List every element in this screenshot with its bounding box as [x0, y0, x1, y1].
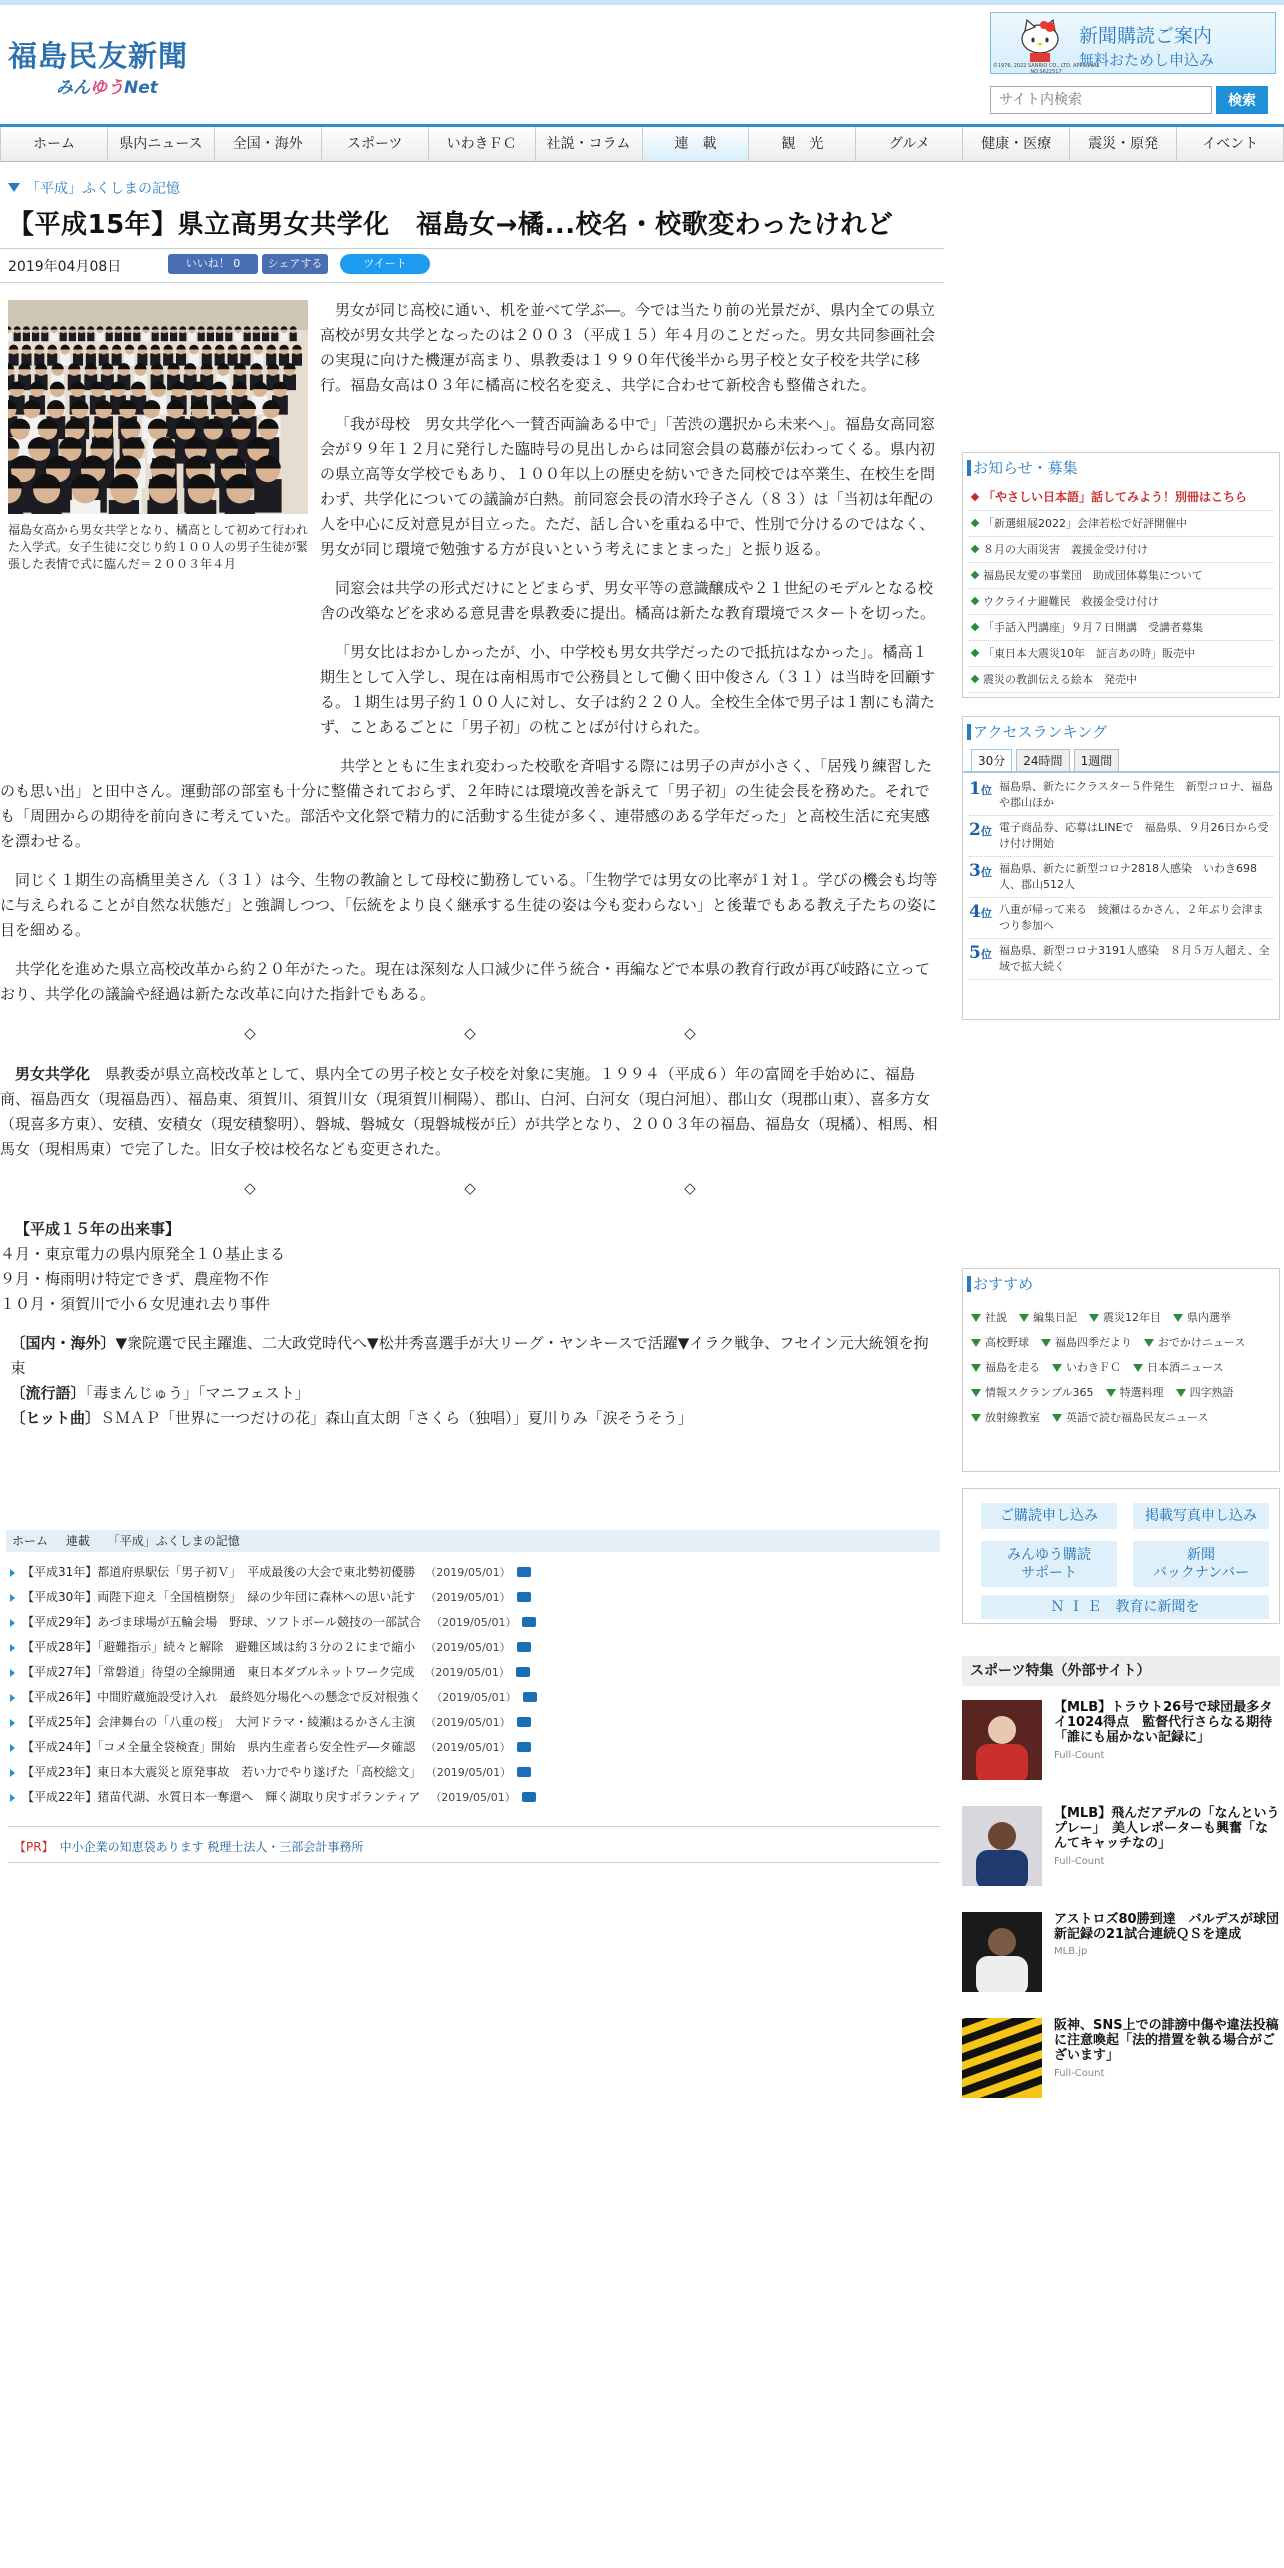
- sports-article[interactable]: [962, 1700, 1280, 1784]
- sports-article-source: Full-Count: [1054, 1856, 1105, 1867]
- rank-number: 5位: [969, 943, 992, 963]
- subscribe-subtitle: 無料おためし申込み: [1079, 51, 1215, 69]
- ranking-title: 福島県、新たに新型コロナ2818人感染 いわき698人、郡山512人: [999, 862, 1257, 891]
- camera-icon: [517, 1742, 531, 1752]
- facebook-like-button[interactable]: いいね！ 0: [168, 254, 258, 274]
- paragraph: 同じく１期生の高橋里美さん（３１）は今、生物の教諭として母校に勤務している。「生物学では男女の比率が１対１。学びの機会も均等に与えられることが自然な状態だ」と強調しつつ、「伝統をより良く継承する生徒の姿は今も変わらない」と後輩でもある教え子たちの姿に目を細める。: [0, 871, 938, 939]
- related-article-item[interactable]: [8, 1685, 938, 1710]
- section-separator: ◇ ◇ ◇: [244, 1179, 696, 1197]
- notice-heading: お知らせ・募集: [963, 453, 1279, 483]
- ranking-tab[interactable]: 1週間: [1074, 749, 1120, 771]
- ranking-heading: アクセスランキング: [963, 717, 1279, 747]
- paragraph: 共学化を進めた県立高校改革から約２０年がたった。現在は深刻な人口減少に伴う統合・再編などで本県の教育行政が再び岐路に立っており、共学化の議論や経過は新たな改革に向けた指針でもある。: [0, 960, 931, 1003]
- nav-item[interactable]: いわきＦＣ: [429, 127, 536, 161]
- related-article-date: （2019/05/01）: [425, 1566, 511, 1579]
- sports-article[interactable]: [962, 1806, 1280, 1890]
- camera-icon: [516, 1667, 530, 1677]
- notice-item[interactable]: 「やさしい日本語」話してみよう！別冊はこちら: [969, 485, 1273, 511]
- sports-article-source: MLB.jp: [1054, 1946, 1088, 1957]
- recommend-tag[interactable]: 社説: [971, 1305, 1007, 1330]
- paragraph: 「我が母校 男女共学化へ一賛否両論ある中で」「苦渋の選択から未来へ」。福島女高同窓会が９９年１２月に発行した臨時号の見出しからは同窓会員の葛藤が伝わってくる。県内初の県立高等女学校でもあり、１００年以上の歴史を紡いできた同校では卒業生、在校生を問わず、共学化についての議論が白熱。前同窓会長の清水玲子さん（８３）は「当初は年配の人を中心に反対意見が目立った。ただ、話し合いを重ねる中で、性別で分けるのではなく、男女が同じ環境で勉強する方が良いという考えにまとまった」と振り返る。: [320, 415, 936, 558]
- related-article-title: 【平成23年】東日本大震災と原発事故 若い力でやり遂げた「高校総文」: [22, 1765, 422, 1779]
- related-articles: [8, 1560, 938, 1810]
- recommend-panel: [962, 1268, 1280, 1472]
- divider: [0, 282, 944, 283]
- event-item: １０月・須賀川で小６女児連れ去り事件: [0, 1295, 271, 1313]
- recommend-tag[interactable]: 県内選挙: [1173, 1305, 1231, 1330]
- related-article-title: 【平成31年】都道府県駅伝「男子初Ｖ」 平成最後の大会で東北勢初優勝: [22, 1565, 416, 1579]
- related-article-item[interactable]: [8, 1585, 938, 1610]
- rank-number: 3位: [969, 861, 992, 881]
- related-article-date: （2019/05/01）: [431, 1691, 517, 1704]
- sports-thumbnail: [962, 1912, 1042, 1992]
- photo-caption: 福島女高から男女共学となり、橘高として初めて行われた入学式。女子生徒に交じり約１００人の男子生徒が緊張した表情で式に臨んだ＝２００３年４月: [8, 523, 309, 571]
- notice-item[interactable]: 震災の教訓伝える絵本 発売中: [969, 667, 1273, 693]
- sports-thumbnail: [962, 1806, 1042, 1886]
- sports-article[interactable]: [962, 2018, 1280, 2102]
- site-logo[interactable]: [8, 34, 218, 98]
- section-separator: ◇ ◇ ◇: [244, 1024, 696, 1042]
- article-date: 2019年04月08日: [8, 259, 122, 275]
- related-article-item[interactable]: [8, 1760, 938, 1785]
- camera-icon: [522, 1617, 536, 1627]
- ranking-title: 八重が帰って来る 綾瀬はるかさん、２年ぶり会津まつり参加へ: [999, 903, 1264, 932]
- divider: [0, 248, 944, 249]
- sports-article[interactable]: [962, 1912, 1280, 1996]
- hit-songs: 〔ヒット曲〕ＳＭＡＰ「世界に一つだけの花」森山直太朗「さくら（独唱）」夏川りみ「涙そうそう」: [10, 1409, 693, 1427]
- recommend-tag[interactable]: 震災12年目: [1089, 1305, 1161, 1330]
- event-item: ９月・梅雨明け特定できず、農産物不作: [0, 1270, 269, 1288]
- recommend-tag[interactable]: 福島を走る: [971, 1355, 1040, 1380]
- hello-kitty-icon: [1017, 17, 1063, 63]
- subscription-banner[interactable]: [990, 12, 1276, 74]
- nav-item[interactable]: ホーム: [0, 127, 108, 161]
- ranking-panel: [962, 716, 1280, 1020]
- sports-article-title: 阪神、SNS上での誹謗中傷や違法投稿に注意喚起「法的措置を執る場合がございます」: [1054, 2018, 1279, 2063]
- recommend-tag[interactable]: 福島四季だより: [1041, 1330, 1132, 1355]
- related-article-title: 【平成24年】「コメ全量全袋検査」開始 県内生産者ら安全性デ―タ確認: [22, 1740, 416, 1754]
- recommend-heading: おすすめ: [963, 1269, 1279, 1299]
- recommend-tag[interactable]: おでかけニュース: [1144, 1330, 1245, 1355]
- ranking-title: 福島県、新型コロナ3191人感染 ８月５万人超え、全域で拡大続く: [999, 944, 1270, 973]
- nie-button[interactable]: Ｎ Ｉ Ｅ 教育に新聞を: [981, 1595, 1269, 1619]
- related-article-title: 【平成22年】猪苗代湖、水質日本一奪還へ 輝く湖取り戻すボランティア: [22, 1790, 421, 1804]
- nav-item[interactable]: 全国・海外: [215, 127, 322, 161]
- logo-subtitle: みんゆうNet: [56, 78, 158, 98]
- related-breadcrumb: [6, 1530, 940, 1552]
- pr-link[interactable]: 【PR】 中小企業の知恵袋あります 税理士法人・三部会計事務所: [14, 1840, 364, 1854]
- subscribe-apply-button[interactable]: ご購読申し込み: [981, 1503, 1117, 1529]
- triangle-down-icon: [8, 183, 20, 192]
- nav-item[interactable]: グルメ: [856, 127, 963, 161]
- recommend-tag[interactable]: 日本酒ニュース: [1133, 1355, 1223, 1380]
- series-breadcrumb[interactable]: 「平成」ふくしまの記憶: [8, 178, 180, 198]
- notice-item[interactable]: 「手話入門講座」９月７日開講 受講者募集: [969, 615, 1273, 641]
- sports-article-source: Full-Count: [1054, 1750, 1105, 1761]
- nav-item[interactable]: 健康・医療: [963, 127, 1070, 161]
- related-article-date: （2019/05/01）: [431, 1766, 512, 1779]
- related-article-date: （2019/05/01）: [425, 1641, 511, 1654]
- nav-item[interactable]: 観 光: [749, 127, 856, 161]
- crumb-link[interactable]: 「平成」ふくしまの記憶: [107, 1534, 240, 1548]
- nav-item[interactable]: 社説・コラム: [536, 127, 643, 161]
- related-article-title: 【平成28年】「避難指示」続々と解除 避難区域は約３分の２にまで縮小: [22, 1640, 416, 1654]
- rank-number: 2位: [969, 820, 992, 840]
- recommend-tag[interactable]: 放射線教室: [971, 1405, 1040, 1430]
- rank-number: 1位: [969, 779, 992, 799]
- back-number-button[interactable]: 新聞 バックナンバー: [1133, 1541, 1269, 1587]
- sports-article-title: アストロズ80勝到達 バルデスが球団新記録の21試合連続ＱＳを達成: [1054, 1912, 1280, 1942]
- nav-item[interactable]: スポーツ: [322, 127, 429, 161]
- related-article-item[interactable]: [8, 1560, 938, 1585]
- related-article-item[interactable]: [8, 1710, 938, 1735]
- camera-icon: [517, 1592, 531, 1602]
- camera-icon: [517, 1717, 531, 1727]
- search-button[interactable]: 検索: [1216, 86, 1268, 114]
- paragraph: 「男女比はおかしかったが、小、中学校も男女共学だったので抵抗はなかった」。橘高１期生として入学し、現在は南相馬市で公務員として働く田中俊さん（３１）は当時を回顧する。１期生は男子約１００人に対し、女子は約２２０人。全校生全体で男子は１割にも満たず、ことあるごとに「男子初」の枕ことばが付けられた。: [320, 643, 936, 736]
- nav-item[interactable]: 震災・原発: [1070, 127, 1177, 161]
- recommend-tag[interactable]: 高校野球: [971, 1330, 1029, 1355]
- facebook-share-button[interactable]: シェアする: [262, 254, 328, 274]
- ranking-item[interactable]: [969, 939, 1273, 980]
- main-nav: [0, 124, 1284, 162]
- crumb-link[interactable]: ホーム: [12, 1534, 49, 1548]
- related-article-date: （2019/05/01）: [431, 1616, 517, 1629]
- related-article-date: （2019/05/01）: [425, 1716, 511, 1729]
- camera-icon: [517, 1642, 531, 1652]
- notice-item[interactable]: 福島民友愛の事業団 助成団体募集について: [969, 563, 1273, 589]
- related-article-date: （2019/05/01）: [430, 1791, 516, 1804]
- ranking-item[interactable]: [969, 775, 1273, 816]
- related-article-title: 【平成29年】あづま球場が五輪会場 野球、ソフトボール競技の一部試合: [22, 1615, 422, 1629]
- notice-item[interactable]: ８月の大雨災害 義援金受け付け: [969, 537, 1273, 563]
- rank-number: 4位: [969, 902, 992, 922]
- ranking-title: 福島県、新たにクラスター５件発生 新型コロナ、福島や郡山ほか: [999, 780, 1273, 809]
- related-article-date: （2019/05/01）: [425, 1591, 511, 1604]
- top-accent-bar: [0, 0, 1284, 5]
- sports-thumbnail: [962, 2018, 1042, 2098]
- search-input[interactable]: [990, 86, 1212, 114]
- buzzwords: 〔流行語〕「毒まんじゅう」「マニフェスト」: [10, 1384, 310, 1402]
- sports-article-title: 【MLB】飛んだアデルの「なんというプレー」 美人レポーターも興奮「なんてキャッチなの」: [1054, 1806, 1280, 1851]
- crumb-link[interactable]: 連載: [65, 1534, 90, 1548]
- recommend-tag[interactable]: 英語で読む福島民友ニュース: [1052, 1405, 1208, 1430]
- nav-item[interactable]: イベント: [1177, 127, 1284, 161]
- divider: [8, 1826, 940, 1827]
- nav-item[interactable]: 県内ニュース: [108, 127, 215, 161]
- subscribe-title: 新聞購読ご案内: [1079, 25, 1213, 47]
- related-article-date: （2019/05/01）: [425, 1741, 511, 1754]
- related-article-item[interactable]: [8, 1660, 938, 1685]
- tweet-button[interactable]: ツイート: [340, 254, 430, 274]
- paragraph: 男女が同じ高校に通い、机を並べて学ぶ―。今では当たり前の光景だが、県内全ての県立高校が男女共学となったのは２００３（平成１５）年４月のことだった。男女共同参画社会の実現に向けた機運が高まり、県教委は１９９０年代後半から男子校と女子校を共学に移行。福島女高は０３年に橘高に校名を変え、共学に合わせて新校舎も整備された。: [320, 301, 936, 394]
- related-article-title: 【平成26年】中間貯蔵施設受け入れ 最終処分場化への懸念で反対根強く: [22, 1690, 422, 1704]
- intl-events: 〔国内・海外〕▼衆院選で民主躍進、二大政党時代へ▼松井秀喜選手が大リーグ・ヤンキースで活躍▼イラク戦争、フセイン元大統領を拘束: [10, 1334, 929, 1377]
- related-article-date: （2019/05/01）: [424, 1666, 510, 1679]
- sports-thumbnail: [962, 1700, 1042, 1780]
- recommend-tag[interactable]: 編集日記: [1019, 1305, 1077, 1330]
- ranking-tab[interactable]: 24時間: [1016, 749, 1069, 771]
- event-item: ４月・東京電力の県内原発全１０基止まる: [0, 1245, 286, 1263]
- paragraph: 共学とともに生まれ変わった校歌を斉唱する際には男子の声が小さく、「居残り練習したのも思い出」と田中さん。運動部の部室も十分に整備されておらず、２年時には環境改善を訴えて「男子初」の生徒会長を務めた。それでも「周囲からの期待を前向きに考えていた。部活や文化祭で精力的に活動する生徒が多く、連帯感のある学年だった」と高校生活に充実感を漂わせる。: [0, 757, 933, 850]
- sports-feature-heading: スポーツ特集（外部サイト）: [962, 1656, 1280, 1686]
- subscription-support-button[interactable]: みんゆう購読 サポート: [981, 1541, 1117, 1587]
- article-title: 【平成15年】県立高男女共学化 福島女→橘...校名・校歌変わったけれど: [8, 210, 894, 240]
- paragraph: 同窓会は共学の形式だけにとどまらず、男女平等の意識醸成や２１世紀のモデルとなる校舎の改築などを求める意見書を県教委に提出。橘高は新たな教育環境でスタートを切った。: [320, 579, 936, 622]
- recommend-tag[interactable]: 情報スクランブル365: [971, 1380, 1094, 1405]
- ranking-tab[interactable]: 30分: [971, 749, 1012, 771]
- article-photo[interactable]: [8, 300, 308, 514]
- camera-icon: [517, 1767, 531, 1777]
- related-article-title: 【平成30年】両陛下迎え「全国植樹祭」 緑の少年団に森林への思い託す: [22, 1590, 416, 1604]
- kitty-copyright: ©1976, 2022 SANRIO CO., LTD. APPROVAL NO.S622517: [992, 63, 1100, 75]
- events-heading: 【平成１５年の出来事】: [15, 1220, 181, 1238]
- ranking-item[interactable]: [969, 816, 1273, 857]
- notice-panel: [962, 452, 1280, 698]
- nav-item[interactable]: 連 載: [643, 127, 750, 161]
- service-links-panel: [962, 1488, 1280, 1624]
- recommend-tag[interactable]: 特選料理: [1106, 1380, 1164, 1405]
- notice-item[interactable]: ウクライナ避難民 救援金受け付け: [969, 589, 1273, 615]
- related-article-item[interactable]: [8, 1610, 938, 1635]
- recommend-tag[interactable]: 四字熟語: [1176, 1380, 1234, 1405]
- related-article-title: 【平成27年】「常磐道」待望の全線開通 東日本ダブルネットワーク完成: [22, 1665, 415, 1679]
- camera-icon: [523, 1692, 537, 1702]
- sports-article-title: 【MLB】トラウト26号で球団最多タイ1024得点 監督代行さらなる期待「誰にも届かない記録に」: [1054, 1700, 1273, 1745]
- glossary-note: 男女共学化 県教委が県立高校改革として、県内全ての男子校と女子校を対象に実施。１９９４（平成６）年の富岡を手始めに、福島商、福島西女（現福島西）、福島東、須賀川、須賀川女（現須賀川桐陽）、郡山、白河、白河女（現白河旭）、郡山女（現郡山東）、喜多方女（現喜多方東）、安積、安積女（現安積黎明）、磐城、磐城女（現磐城桜が丘）が共学となり、２００３年の福島、福島女（現橘）、相馬、相馬女（現相馬東）で完了した。旧女子校は校名なども変更された。: [0, 1065, 938, 1158]
- divider: [8, 1862, 940, 1863]
- ranking-item[interactable]: [969, 857, 1273, 898]
- notice-item[interactable]: 「東日本大震災10年 証言あの時」販売中: [969, 641, 1273, 667]
- ranking-item[interactable]: [969, 898, 1273, 939]
- related-article-title: 【平成25年】会津舞台の「八重の桜」 大河ドラマ・綾瀬はるかさん主演: [22, 1715, 416, 1729]
- recommend-tag[interactable]: いわきＦＣ: [1052, 1355, 1121, 1380]
- ranking-title: 電子商品券、応募はLINEで 福島県、９月26日から受け付け開始: [999, 821, 1269, 850]
- related-article-item[interactable]: [8, 1785, 938, 1810]
- notice-item[interactable]: 「新選組展2022」会津若松で好評開催中: [969, 511, 1273, 537]
- related-article-item[interactable]: [8, 1735, 938, 1760]
- camera-icon: [522, 1792, 536, 1802]
- related-article-item[interactable]: [8, 1635, 938, 1660]
- photo-apply-button[interactable]: 掲載写真申し込み: [1133, 1503, 1269, 1529]
- sports-article-source: Full-Count: [1054, 2068, 1105, 2079]
- logo-title: 福島民友新聞: [8, 39, 189, 73]
- camera-icon: [517, 1567, 531, 1577]
